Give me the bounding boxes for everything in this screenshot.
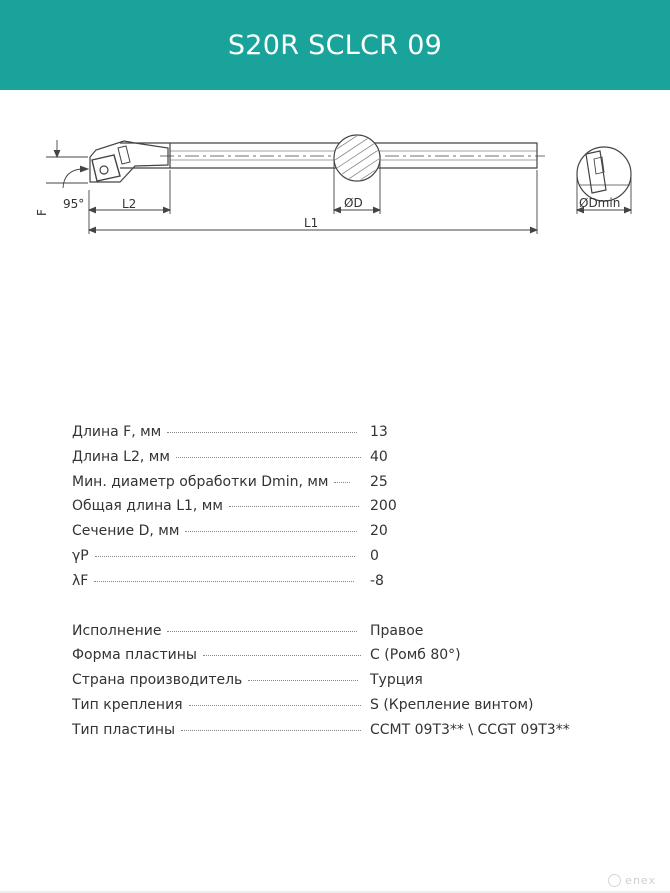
tool-drawing (0, 120, 670, 240)
spec-row: Исполнение Правое (72, 622, 424, 639)
spec-row: γP 0 (72, 547, 379, 564)
shank-outline (120, 143, 537, 168)
section-circle (334, 135, 380, 181)
f-label: F (35, 209, 49, 216)
page-title: S20R SCLCR 09 (227, 29, 443, 61)
logo-ring-icon (608, 874, 621, 887)
spec-row: Тип крепления S (Крепление винтом) (72, 696, 534, 713)
dmin-label: ØDmin (579, 196, 621, 210)
spec-row: Длина L2, мм 40 (72, 448, 388, 465)
spec-row: λF -8 (72, 572, 384, 589)
spec-table (72, 424, 632, 747)
title-banner (0, 0, 670, 90)
spec-row: Форма пластины C (Ромб 80°) (72, 647, 461, 664)
spec-row: Страна производитель Турция (72, 672, 423, 689)
insert-icon (92, 155, 120, 181)
tool-head (90, 141, 168, 182)
spec-row: Мин. диаметр обработки Dmin, мм 25 (72, 473, 388, 490)
l1-label: L1 (304, 216, 319, 230)
brand-logo: enex (608, 874, 656, 887)
spec-row: Сечение D, мм 20 (72, 523, 388, 540)
spec-row: Длина F, мм 13 (72, 424, 388, 440)
spec-row: Общая длина L1, мм 200 (72, 498, 397, 515)
d-label: ØD (344, 196, 363, 210)
l2-label: L2 (122, 197, 137, 211)
angle-label: 95° (63, 197, 85, 211)
spec-row: Тип пластины CCMT 09T3** \ CCGT 09T3** (72, 721, 570, 738)
